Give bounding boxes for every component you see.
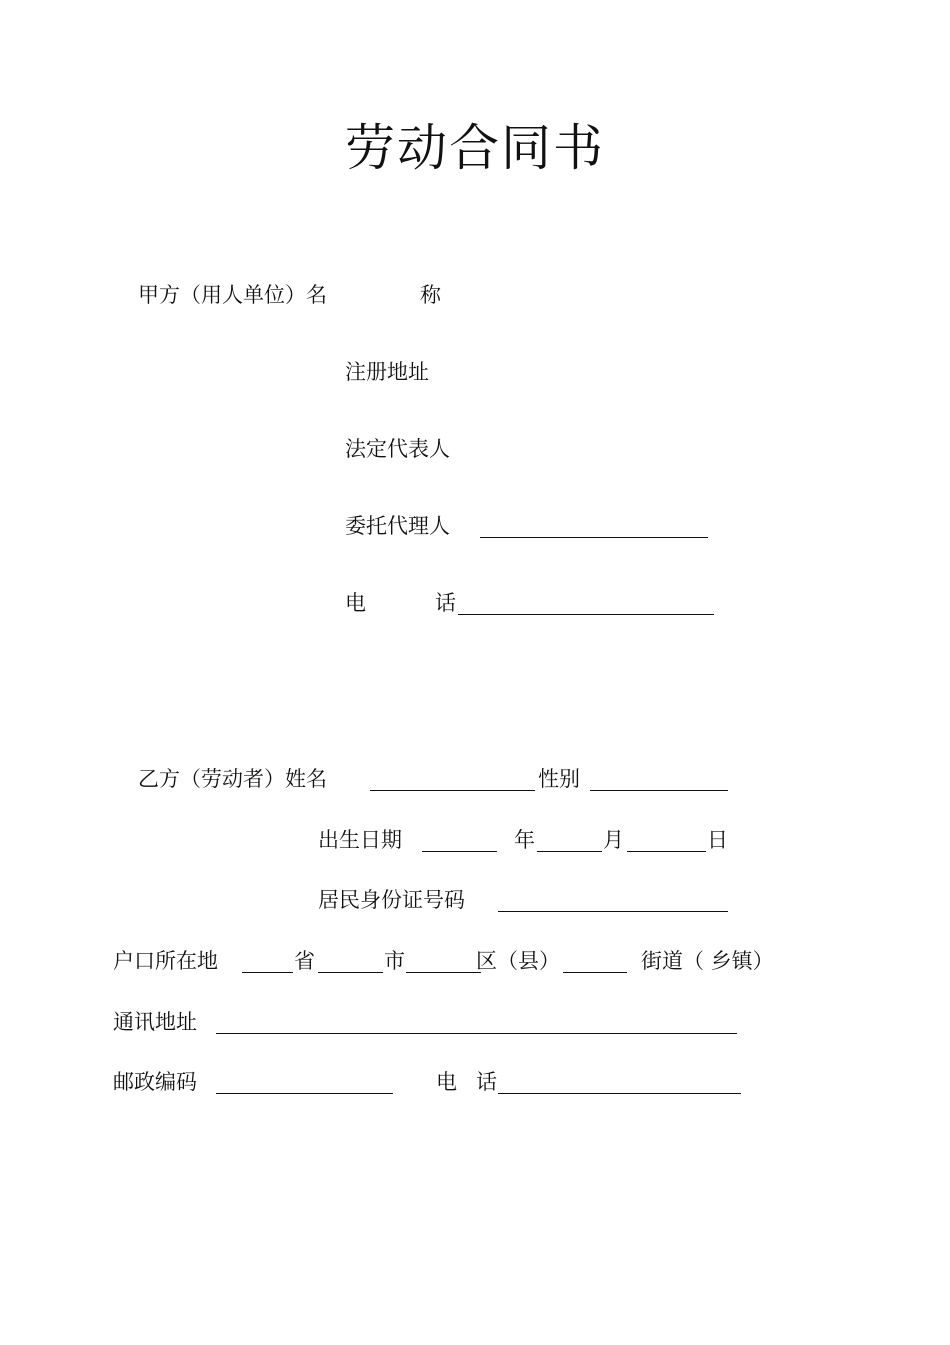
year-label: 年 (514, 828, 535, 852)
province-label: 省 (294, 949, 315, 973)
party-b-phone-blank[interactable] (498, 1093, 741, 1094)
gender-label: 性别 (538, 767, 580, 791)
district-blank[interactable] (406, 972, 481, 973)
party-a-name-char: 称 (420, 283, 441, 307)
registered-address-label: 注册地址 (345, 360, 429, 384)
party-a-phone-char2: 话 (435, 591, 456, 615)
street-blank[interactable] (563, 972, 627, 973)
id-number-label: 居民身份证号码 (318, 888, 465, 912)
party-a-phone-char1: 电 (345, 591, 366, 615)
mailing-address-blank[interactable] (216, 1033, 737, 1034)
month-label: 月 (603, 828, 624, 852)
mailing-address-label: 通讯地址 (113, 1010, 197, 1034)
gender-blank[interactable] (590, 790, 728, 791)
party-b-phone-char1: 电 (436, 1070, 457, 1094)
birth-year-blank[interactable] (422, 851, 497, 852)
postal-code-blank[interactable] (216, 1093, 393, 1094)
party-a-label: 甲方（用人单位）名 (138, 283, 327, 307)
name-blank[interactable] (370, 790, 535, 791)
party-b-label: 乙方（劳动者）姓名 (138, 767, 327, 791)
street-label: 街道（ 乡镇） (641, 949, 774, 973)
document-title: 劳动合同书 (345, 119, 605, 177)
postal-code-label: 邮政编码 (113, 1070, 197, 1094)
household-label: 户口所在地 (113, 949, 218, 973)
province-blank[interactable] (242, 972, 293, 973)
day-label: 日 (707, 828, 728, 852)
city-blank[interactable] (318, 972, 383, 973)
legal-representative-label: 法定代表人 (345, 437, 450, 461)
birth-month-blank[interactable] (537, 851, 602, 852)
city-label: 市 (384, 949, 405, 973)
agent-label: 委托代理人 (345, 514, 450, 538)
district-label: 区（县） (476, 949, 560, 973)
agent-blank[interactable] (480, 537, 708, 538)
party-b-phone-char2: 话 (476, 1070, 497, 1094)
birth-day-blank[interactable] (627, 851, 706, 852)
birth-date-label: 出生日期 (318, 828, 402, 852)
party-a-phone-blank[interactable] (458, 614, 714, 615)
id-number-blank[interactable] (498, 911, 728, 912)
